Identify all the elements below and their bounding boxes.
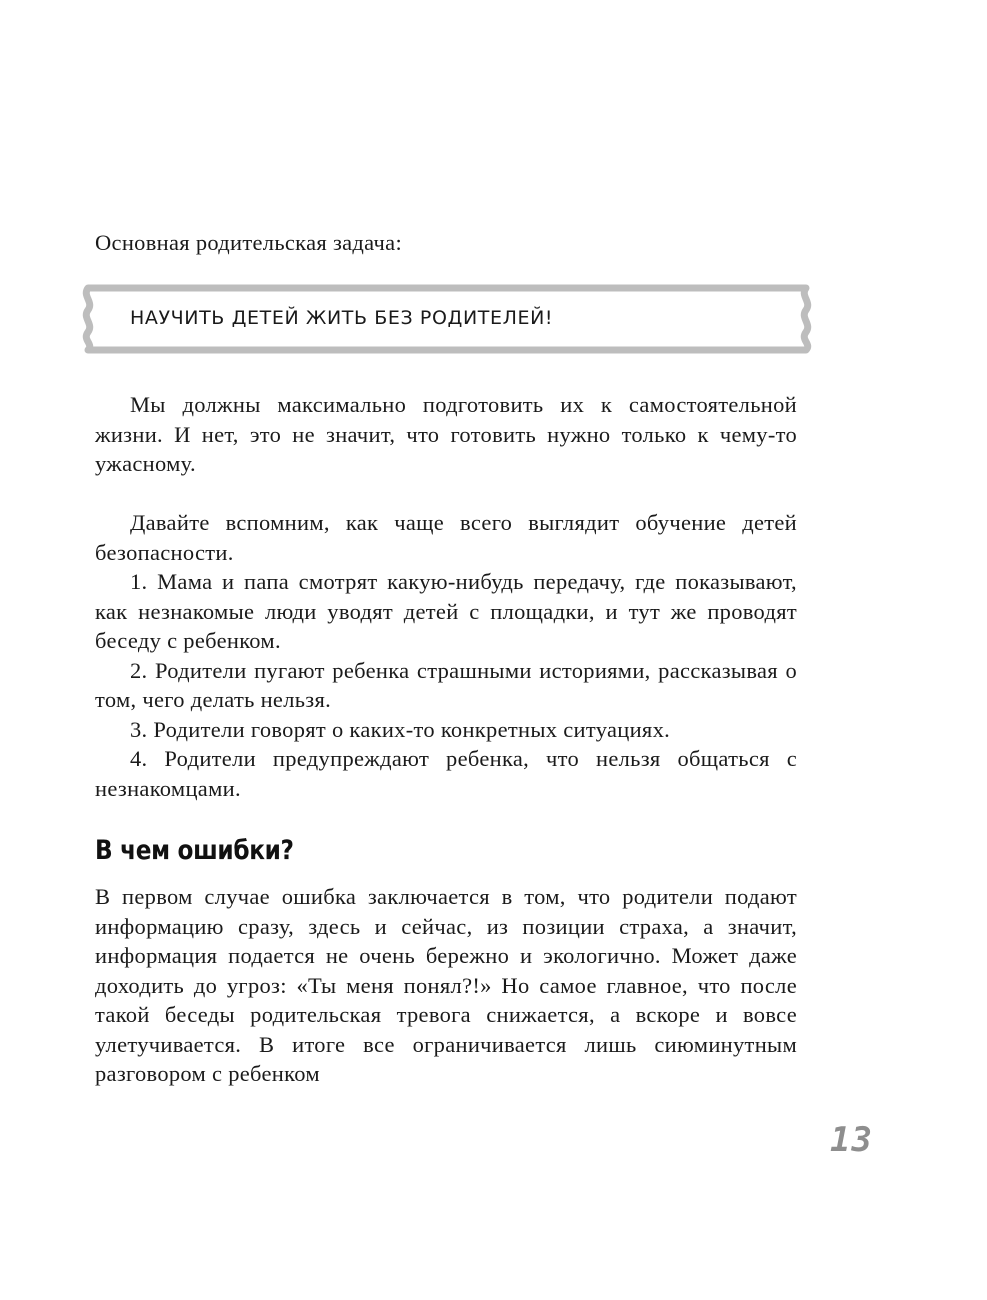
section-heading: В чем ошибки? [95, 835, 294, 866]
paragraph-2-intro: Давайте вспомним, как чаще всего выглядит обучение детей безопасности. [95, 510, 797, 565]
paragraph-3-text: В первом случае ошибка заключается в том, что родители подают информацию сразу, здесь и сейчас, из позиции страха, а значит, информация подается не очень бережно и экологично. Может даже доходить до угроз: «Ты меня понял?!» Но самое главное, что после такой беседы родительская тревога снижается, а вскоре и вовсе улетучивается. В итоге все ограничивается лишь сиюминутным разговором с ребенком [95, 884, 797, 1086]
list-item: 3. Родители говорят о каких-то конкретных ситуациях. [130, 716, 671, 742]
banner-text: НАУЧИТЬ ДЕТЕЙ ЖИТЬ БЕЗ РОДИТЕЛЕЙ! [130, 307, 554, 329]
list-item: 2. Родители пугают ребенка страшными историями, рассказывая о том, чего делать нельзя. [95, 657, 797, 712]
highlight-banner [74, 282, 820, 356]
paragraph-1 [95, 390, 797, 479]
page-number: 13 [830, 1120, 873, 1160]
lead-text: Основная родительская задача: [95, 230, 403, 255]
paragraph-2 [95, 508, 797, 803]
paragraph-1-text: Мы должны максимально подготовить их к самостоятельной жизни. И нет, это не значит, что готовить нужно только к чему-то ужасному. [95, 392, 797, 476]
list-item: 4. Родители предупреждают ребенка, что нельзя общаться с незнакомцами. [95, 746, 797, 801]
paragraph-3 [95, 882, 797, 1089]
list-item: 1. Мама и папа смотрят какую-нибудь передачу, где показывают, как незнакомые люди уводят детей с площадки, и тут же проводят беседу с ребенком. [95, 569, 797, 653]
